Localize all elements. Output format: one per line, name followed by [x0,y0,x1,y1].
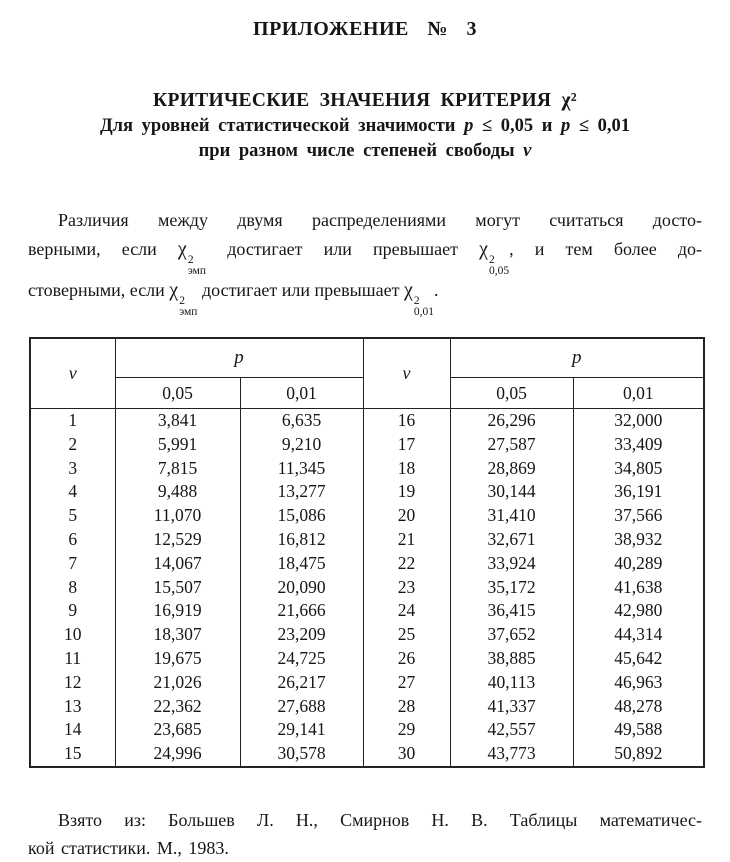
cell-value: 42,980 [573,599,704,623]
cell-value: 30,578 [240,742,363,767]
cell-value: 37,566 [573,504,704,528]
header-p-right: p [450,338,704,378]
cell-nu: 27 [363,671,450,695]
cell-nu: 18 [363,457,450,481]
header-level-001-left: 0,01 [240,378,363,409]
paragraph-text: достигает или превышает [227,239,458,259]
paragraph-text: стоверными, если [28,280,165,300]
appendix-title: ПРИЛОЖЕНИЕ № 3 [253,18,477,40]
cell-value: 30,144 [450,480,573,504]
chi-superscript: 2 [187,254,194,266]
paragraph-text: достигает или превышает [201,280,400,300]
cell-nu: 14 [64,719,82,740]
cell-nu: 17 [363,433,450,457]
cell-value: 21,026 [115,671,240,695]
cell-nu: 12 [64,671,82,692]
chi-squared-001 [404,276,434,317]
cell-value: 24,996 [115,742,240,767]
paragraph-text: , и тем более до- [509,239,702,259]
cell-nu: 16 [363,409,450,433]
cell-value: 9,488 [115,480,240,504]
cell-nu: 7 [68,552,78,573]
cell-value: 23,685 [115,718,240,742]
header-level-005-right: 0,05 [450,378,573,409]
cell-value: 34,805 [573,457,704,481]
header-level-005-left: 0,05 [115,378,240,409]
cell-value: 16,919 [115,599,240,623]
cell-nu: 8 [68,576,78,597]
chi-squared-empirical [178,235,206,276]
subtitle-degrees-of-freedom [0,139,730,164]
table-row [30,409,704,433]
chi-symbol: χ [479,238,488,260]
cell-value: 27,587 [450,433,573,457]
cell-value: 35,172 [450,576,573,600]
subtitle-text: Для уровней статистической значимости [99,116,465,136]
chi-subscript-emp: эмп [187,264,207,277]
paragraph-line-2 [28,235,702,276]
cell-value: 16,812 [240,528,363,552]
cell-value: 32,000 [573,409,704,433]
source-note-line-2: кой статистики. М., 1983. [28,837,229,858]
header-nu-left: ν [30,338,115,409]
cell-value: 46,963 [573,671,704,695]
cell-value: 36,415 [450,599,573,623]
cell-value: 19,675 [115,647,240,671]
subtitle-text: ≤ 0,05 и [473,116,562,136]
paragraph-text: . [433,280,439,300]
chi-symbol: χ [403,279,413,301]
cell-value: 50,892 [573,742,704,767]
cell-value: 33,409 [573,433,704,457]
cell-nu: 5 [68,505,78,526]
chi-superscript: 2 [488,254,495,266]
cell-value: 13,277 [240,480,363,504]
cell-value: 36,191 [573,480,704,504]
table-row [30,623,704,647]
cell-value: 21,666 [240,599,363,623]
cell-value: 26,296 [450,409,573,433]
chi-subscript-emp: эмп [179,305,198,318]
cell-nu: 30 [363,742,450,767]
cell-value: 20,090 [240,576,363,600]
table-body [30,409,704,767]
cell-value: 42,557 [450,718,573,742]
cell-nu: 13 [64,695,82,716]
table-row [30,433,704,457]
cell-value: 18,307 [115,623,240,647]
cell-value: 31,410 [450,504,573,528]
paragraph-line-1: Различия между двумя распределениями могут считаться досто- [58,210,702,230]
cell-value: 37,652 [450,623,573,647]
chi-symbol: χ [169,279,179,301]
table-row [30,552,704,576]
cell-value: 27,688 [240,695,363,719]
cell-value: 24,725 [240,647,363,671]
cell-value: 38,932 [573,528,704,552]
header-p-left: p [115,338,363,378]
chi-subscript-001: 0,01 [413,305,434,318]
table-row [30,457,704,481]
table-row [30,480,704,504]
cell-nu: 23 [363,576,450,600]
table-header-row-p [30,338,704,378]
chi-squared-005 [479,235,509,276]
cell-nu: 25 [363,623,450,647]
cell-value: 38,885 [450,647,573,671]
cell-nu: 2 [68,433,78,454]
table-row [30,718,704,742]
cell-nu: 21 [363,528,450,552]
cell-value: 23,209 [240,623,363,647]
cell-value: 11,345 [240,457,363,481]
cell-nu: 24 [363,599,450,623]
cell-nu: 1 [68,410,78,430]
table-row [30,504,704,528]
cell-nu: 20 [363,504,450,528]
table-row [30,528,704,552]
header-level-001-right: 0,01 [573,378,704,409]
title-block [0,88,730,164]
table-row [30,647,704,671]
cell-nu: 29 [363,718,450,742]
cell-nu: 3 [68,457,78,478]
cell-nu: 26 [363,647,450,671]
cell-value: 9,210 [240,433,363,457]
table-row [30,695,704,719]
cell-nu: 22 [363,552,450,576]
critical-values-table [29,337,705,768]
cell-value: 41,638 [573,576,704,600]
cell-nu: 6 [68,528,78,549]
cell-value: 15,507 [115,576,240,600]
cell-nu: 4 [68,481,78,502]
paragraph-text: верными, если [28,239,157,259]
cell-value: 33,924 [450,552,573,576]
paragraph-line-3 [28,276,702,317]
cell-value: 49,588 [573,718,704,742]
source-note [28,806,702,862]
cell-nu: 19 [363,480,450,504]
cell-nu: 9 [68,600,78,621]
cell-nu: 11 [64,647,82,668]
intro-paragraph [28,206,702,317]
cell-nu: 28 [363,695,450,719]
cell-value: 22,362 [115,695,240,719]
cell-value: 40,289 [573,552,704,576]
main-title: КРИТИЧЕСКИЕ ЗНАЧЕНИЯ КРИТЕРИЯ χ² [153,90,577,111]
subtitle-text: ≤ 0,01 [570,116,631,136]
subtitle-text: при разном числе степеней свободы [198,141,524,161]
cell-nu: 10 [64,624,82,645]
subtitle-significance-levels [0,114,730,139]
cell-value: 29,141 [240,718,363,742]
cell-value: 11,070 [115,504,240,528]
cell-value: 45,642 [573,647,704,671]
table-row [30,599,704,623]
cell-value: 44,314 [573,623,704,647]
cell-value: 26,217 [240,671,363,695]
cell-value: 32,671 [450,528,573,552]
cell-value: 14,067 [115,552,240,576]
chi-superscript: 2 [413,295,420,307]
nu-symbol: ν [523,141,532,161]
p-symbol: p [464,116,474,136]
cell-value: 7,815 [115,457,240,481]
p-symbol: p [561,116,571,136]
cell-value: 48,278 [573,695,704,719]
cell-value: 43,773 [450,742,573,767]
table-row [30,671,704,695]
cell-value: 40,113 [450,671,573,695]
cell-value: 28,869 [450,457,573,481]
header-nu-right: ν [363,338,450,409]
cell-value: 12,529 [115,528,240,552]
cell-value: 3,841 [115,409,240,433]
source-note-line-1: Взято из: Большев Л. Н., Смирнов Н. В. Таблицы математичес- [58,809,702,830]
chi-symbol: χ [177,238,187,260]
table-row [30,742,704,767]
chi-subscript-005: 0,05 [488,264,510,277]
table-header [30,338,704,409]
chi-superscript: 2 [179,295,185,307]
table-row [30,576,704,600]
cell-value: 18,475 [240,552,363,576]
cell-value: 5,991 [115,433,240,457]
chi-squared-empirical [169,276,197,317]
cell-value: 6,635 [240,409,363,433]
cell-nu: 15 [64,743,82,764]
cell-value: 15,086 [240,504,363,528]
cell-value: 41,337 [450,695,573,719]
